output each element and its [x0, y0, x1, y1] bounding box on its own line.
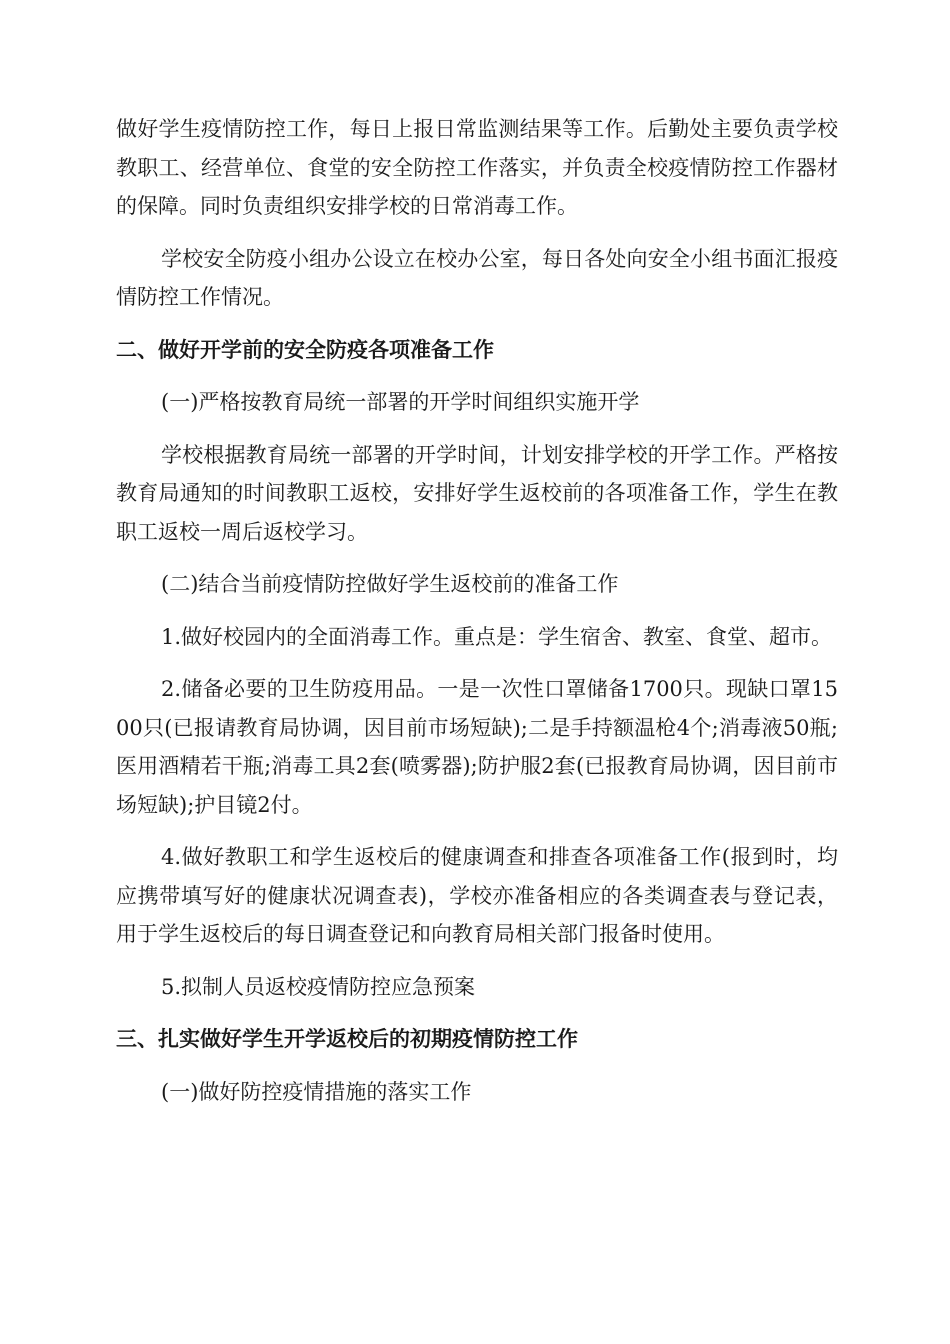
section-heading: 二、做好开学前的安全防疫各项准备工作: [116, 337, 494, 362]
body-paragraph: 学校安全防疫小组办公设立在校办公室，每日各处向安全小组书面汇报疫情防控工作情况。: [116, 246, 838, 309]
body-paragraph: 做好学生疫情防控工作，每日上报日常监测结果等工作。后勤处主要负责学校教职工、经营单位、食堂的安全防控工作落实，并负责全校疫情防控工作器材的保障。同时负责组织安排学校的日常消毒工作。: [116, 117, 838, 218]
document-page: [116, 110, 838, 1111]
subsection-heading: (二)结合当前疫情防控做好学生返校前的准备工作: [161, 572, 619, 596]
subsection-heading: (一)做好防控疫情措施的落实工作: [161, 1079, 472, 1104]
body-paragraph: 学校根据教育局统一部署的开学时间，计划安排学校的开学工作。严格按教育局通知的时间教职工返校，安排好学生返校前的各项准备工作，学生在教职工返校一周后返校学习。: [116, 442, 838, 544]
list-item: 5.拟制人员返校疫情防控应急预案: [161, 974, 476, 999]
section-heading: 三、扎实做好学生开学返校后的初期疫情防控工作: [116, 1027, 578, 1051]
list-item: 1.做好校园内的全面消毒工作。重点是：学生宿舍、教室、食堂、超市。: [161, 624, 833, 649]
list-item: 4.做好教职工和学生返校后的健康调查和排查各项准备工作(报到时，均应携带填写好的健康状况调查表)，学校亦准备相应的各类调查表与登记表，用于学生返校后的每日调查登记和向教育局相关部门报备时使用。: [116, 845, 838, 946]
subsection-heading: (一)严格按教育局统一部署的开学时间组织实施开学: [161, 390, 640, 414]
list-item: 2.储备必要的卫生防疫用品。一是一次性口罩储备1700只。现缺口罩1500只(已报请教育局协调，因目前市场短缺);二是手持额温枪4个;消毒液50瓶;医用酒精若干瓶;消毒工具2套(喷雾器);防护服2套(已报教育局协调，因目前市场短缺);护目镜2付。: [116, 677, 838, 817]
